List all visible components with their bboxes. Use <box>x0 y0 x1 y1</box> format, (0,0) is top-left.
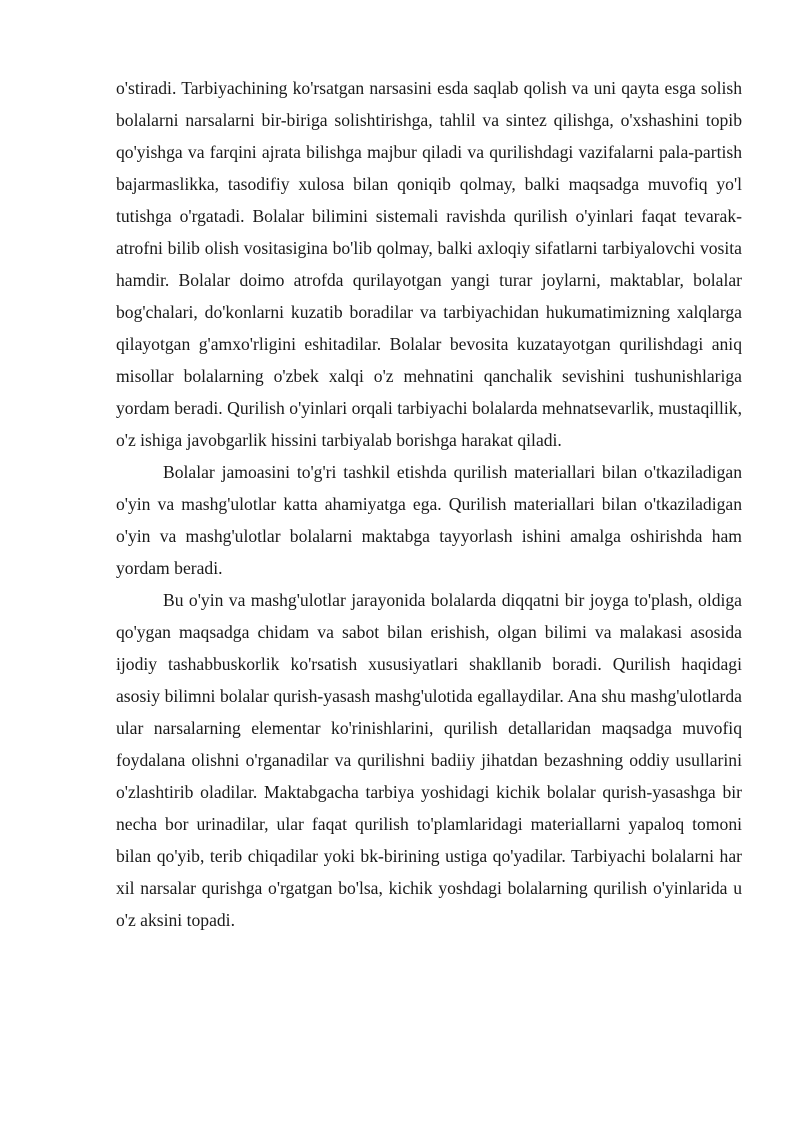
paragraph-3: Bu o'yin va mashg'ulotlar jarayonida bolalarda diqqatni bir joyga to'plash, oldiga qo'ygan maqsadga chidam va sabot bilan erishish, olgan bilimi va malakasi asosida ijodiy tashabbuskorlik ko'rsatish xususiyatlari shakllanib boradi. Qurilish haqidagi asosiy bilimni bolalar qurish-yasash mashg'ulotida egallaydilar. Ana shu mashg'ulotlarda ular narsalarning elementar ko'rinishlarini, qurilish detallaridan maqsadga muvofiq foydalana olishni o'rganadilar va qurilishni badiiy jihatdan bezashning oddiy usullarini o'zlashtirib oladilar. Maktabgacha tarbiya yoshidagi kichik bolalar qurish-yasashga bir necha bor urinadilar, ular faqat qurilish to'plamlaridagi materiallarni yapaloq tomoni bilan qo'yib, terib chiqadilar yoki bk-birining ustiga qo'yadilar. Tarbiyachi bolalarni har xil narsalar qurishga o'rgatgan bo'lsa, kichik yoshdagi bolalarning qurilish o'yinlarida u o'z aksini topadi. <box>116 590 742 930</box>
document-body <box>116 72 742 936</box>
paragraph-1: o'stiradi. Tarbiyachining ko'rsatgan narsasini esda saqlab qolish va uni qayta esga solish bolalarni narsalarni bir-biriga solishtirishga, tahlil va sintez qilishga, o'xshashini topib qo'yishga va farqini ajrata bilishga majbur qiladi va qurilishdagi vazifalarni pala-partish bajarmaslikka, tasodifiy xulosa bilan qoniqib qolmay, balki maqsadga muvofiq yo'l tutishga o'rgatadi. Bolalar bilimini sistemali ravishda qurilish o'yinlari faqat tevarak-atrofni bilib olish vositasigina bo'lib qolmay, balki axloqiy sifatlarni tarbiyalovchi vosita hamdir. Bolalar doimo atrofda qurilayotgan yangi turar joylarni, maktablar, bolalar bog'chalari, do'konlarni kuzatib boradilar va tarbiyachidan hukumatimizning xalqlarga qilayotgan g'amxo'rligini eshitadilar. Bolalar bevosita kuzatayotgan qurilishdagi aniq misollar bolalarning o'zbek xalqi o'z mehnatini qanchalik sevishini tushunishlariga yordam beradi. Qurilish o'yinlari orqali tarbiyachi bolalarda mehnatsevarlik, mustaqillik, o'z ishiga javobgarlik hissini tarbiyalab borishga harakat qiladi. <box>116 78 742 450</box>
paragraph-2: Bolalar jamoasini to'g'ri tashkil etishda qurilish materiallari bilan o'tkaziladigan o'yin va mashg'ulotlar katta ahamiyatga ega. Qurilish materiallari bilan o'tkaziladigan o'yin va mashg'ulotlar bolalarni maktabga tayyorlash ishini amalga oshirishda ham yordam beradi. <box>116 462 742 578</box>
